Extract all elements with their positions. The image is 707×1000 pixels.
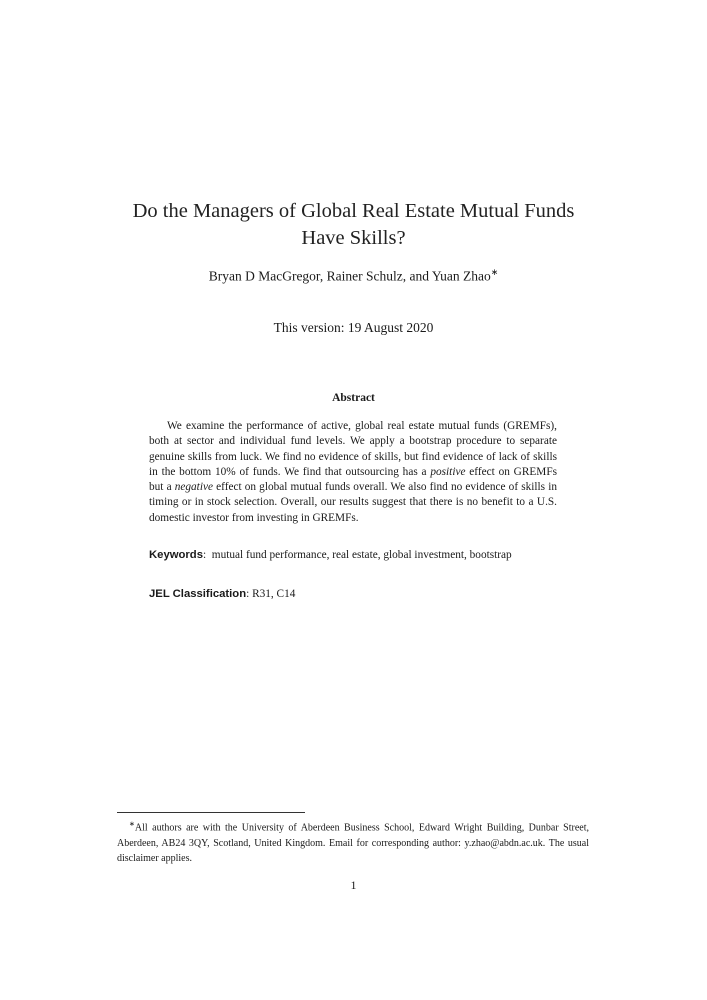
author-affiliation-footnote	[117, 817, 589, 867]
jel-classification-line: JEL Classification: R31, C14	[149, 588, 296, 600]
page-number: 1	[350, 878, 357, 892]
abstract-heading: Abstract	[332, 392, 375, 404]
keywords-label: Keywords	[149, 549, 203, 561]
title-line-2: Have Skills?	[301, 227, 406, 249]
footnote-marker: ∗	[129, 820, 135, 828]
paper-title	[0, 198, 707, 252]
abstract-body	[149, 419, 557, 526]
author-names: Bryan D MacGregor, Rainer Schulz, and Yuan Zhao	[208, 268, 491, 284]
author-footnote-marker: ∗	[490, 267, 499, 277]
abstract-text-3: effect on global mutual funds overall. We also find no evidence of skills in timing or in stock selection. Overall, our results suggest that there is no benefit to a U.S. domestic investor from investing in GREMFs.	[149, 481, 557, 524]
keywords-line: Keywords: mutual fund performance, real estate, global investment, bootstrap	[149, 549, 512, 561]
version-date: This version: 19 August 2020	[273, 320, 434, 335]
footnote-divider	[117, 812, 305, 813]
abstract-text-1: We examine the performance of active, global real estate mutual funds (GREMFs), both at sector and individual fund levels. We apply a bootstrap procedure to separate genuine skills from luck. We find no evidence of skills, but find evidence of lack of skills in the bottom 10% of funds. We find that outsourcing has a	[149, 420, 557, 478]
jel-label: JEL Classification	[149, 588, 247, 600]
jel-value: R31, C14	[252, 588, 296, 600]
abstract-emphasis-negative: negative	[174, 481, 213, 494]
author-list	[0, 267, 707, 285]
keywords-value: mutual fund performance, real estate, global investment, bootstrap	[211, 549, 512, 561]
abstract-emphasis-positive: positive	[430, 465, 466, 478]
footnote-text: All authors are with the University of Aberdeen Business School, Edward Wright Building, Dunbar Street, Aberdeen, AB24 3QY, Scotland, United Kingdom. Email for corresponding author: y.zhao@abdn.ac.uk. The usual disclaimer applies.	[117, 822, 589, 865]
title-line-1: Do the Managers of Global Real Estate Mutual Funds	[132, 200, 575, 222]
abstract-text-2: effect on GREMFs but a	[149, 465, 557, 494]
